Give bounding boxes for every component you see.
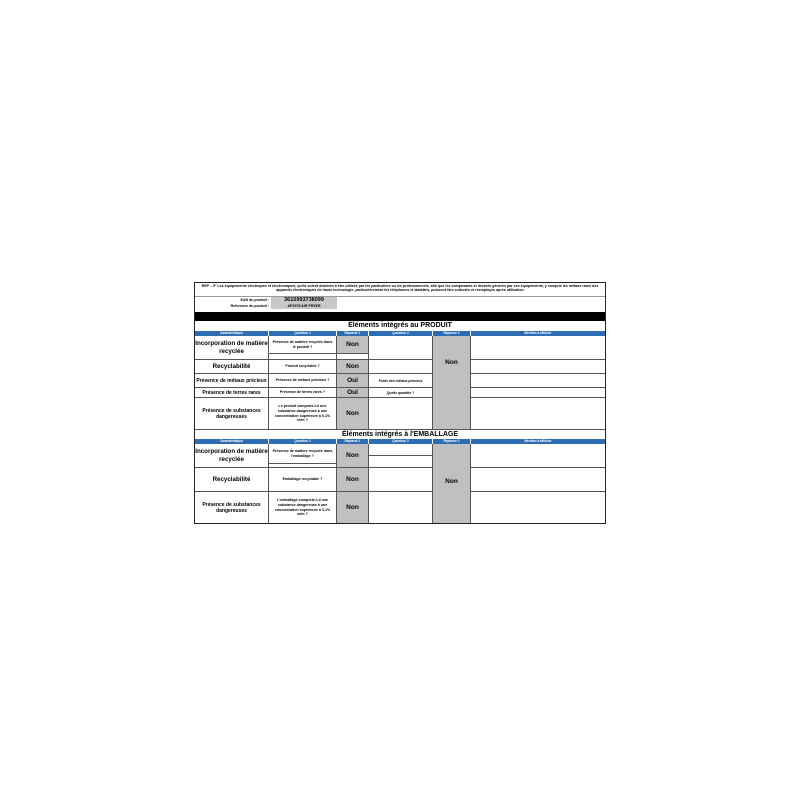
product-row-4-question2: Quelle quantité ?	[369, 388, 433, 398]
product-row-5-question1: Le produit comporte-t-il une substance dangereuse à une concentration supérieure à 0,1% m/m ?	[269, 398, 337, 430]
product-row-1-question2	[369, 336, 433, 360]
packaging-row-1-question2-spacer	[369, 456, 433, 468]
product-row-4-question1: Présence de terres rares ?	[269, 388, 337, 398]
product-row-5-answer1: Non	[337, 398, 369, 430]
product-row-4-characteristic: Présence de terres rares	[195, 388, 269, 398]
product-row-2-question2	[369, 360, 433, 374]
black-separator-bar	[195, 312, 605, 321]
header-question1: Question 1	[269, 439, 337, 444]
header-mention: Mention à afficher	[471, 439, 605, 444]
packaging-row-3-question1: L'emballage comporte-t-il une substance dangereuse à une concentration supérieure à 0,1% m/m ?	[269, 492, 337, 523]
product-row-3-mention	[471, 374, 605, 388]
header-question1: Question 1	[269, 331, 337, 336]
ean-value: 3615993738099	[271, 297, 337, 303]
product-row-5-question2	[369, 398, 433, 430]
product-row-3-answer1: Oui	[337, 374, 369, 388]
packaging-answer2-block: Non	[433, 444, 471, 523]
product-row-1-answer1: Non	[337, 336, 369, 354]
packaging-row-2-answer1: Non	[337, 468, 369, 492]
reference-label: Reference du produit :	[230, 304, 269, 308]
ean-label: EAN du produit :	[240, 298, 269, 302]
packaging-row-2-mention	[471, 468, 605, 492]
header-question2: Question 2	[369, 439, 433, 444]
reference-value: AP2078 AIR FRYER	[271, 303, 337, 309]
product-answer2-block: Non	[433, 336, 471, 430]
header-answer1: Réponse 1	[337, 439, 369, 444]
packaging-row-1-question1: Présence de matière recyclée dans l'emballage ?	[269, 444, 337, 464]
packaging-row-1-question2	[369, 444, 433, 456]
packaging-row-3-mention	[471, 492, 605, 523]
intro-text: REP – 5° Les équipements électriques et électroniques, qu'ils soient destinés à être utilisés par les particuliers ou les professionnels, afin que les composants et déchets générés par ces équipements, y compris les métaux rares des appareils électroniques de haute technologie, particulièrement les téléphones et tablettes, puissent être collectés et réemployés après utilisation	[195, 283, 605, 297]
product-row-4-mention	[471, 388, 605, 398]
packaging-row-3-characteristic: Présence de substances dangereuses	[195, 492, 269, 523]
product-row-5-characteristic: Présence de substances dangereuses	[195, 398, 269, 430]
product-section-title: Éléments intégrés au PRODUIT	[348, 322, 452, 329]
packaging-row-2-question1: Emballage recyclable ?	[269, 468, 337, 492]
reference-row	[195, 303, 605, 310]
packaging-row-3-answer1: Non	[337, 492, 369, 523]
header-characteristic: Caractéristique	[195, 439, 269, 444]
product-row-4-answer1: Oui	[337, 388, 369, 398]
header-characteristic: Caractéristique	[195, 331, 269, 336]
header-answer2: Réponse 2	[433, 331, 471, 336]
product-row-2-question1: Produit recyclable ?	[269, 360, 337, 374]
product-row-2-characteristic: Recyclabilité	[195, 360, 269, 374]
product-row-2-mention	[471, 360, 605, 374]
product-row-3-question2: Poids des métaux précieux	[369, 374, 433, 388]
packaging-row-2-question2	[369, 468, 433, 492]
header-answer2: Réponse 2	[433, 439, 471, 444]
packaging-row-1-mention	[471, 444, 605, 468]
product-row-3-question1: Présence de métaux précieux ?	[269, 374, 337, 388]
header-answer1: Réponse 1	[337, 331, 369, 336]
product-row-1-mention	[471, 336, 605, 360]
product-row-5-mention	[471, 398, 605, 430]
header-question2: Question 2	[369, 331, 433, 336]
product-row-3-characteristic: Présence de métaux précieux	[195, 374, 269, 388]
rep-information-sheet	[194, 282, 606, 524]
packaging-row-1-characteristic: Incorporation de matière recyclée	[195, 444, 269, 468]
packaging-row-2-characteristic: Recyclabilité	[195, 468, 269, 492]
header-mention: Mention à afficher	[471, 331, 605, 336]
product-row-1-characteristic: Incorporation de matière recyclée	[195, 336, 269, 360]
packaging-row-3-question2	[369, 492, 433, 523]
product-row-1-question1: Présence de matière recyclée dans le produit ?	[269, 336, 337, 354]
product-row-2-answer1: Non	[337, 360, 369, 374]
packaging-section-title: Éléments intégrés à l'EMBALLAGE	[341, 431, 459, 438]
packaging-row-1-answer1: Non	[337, 444, 369, 468]
